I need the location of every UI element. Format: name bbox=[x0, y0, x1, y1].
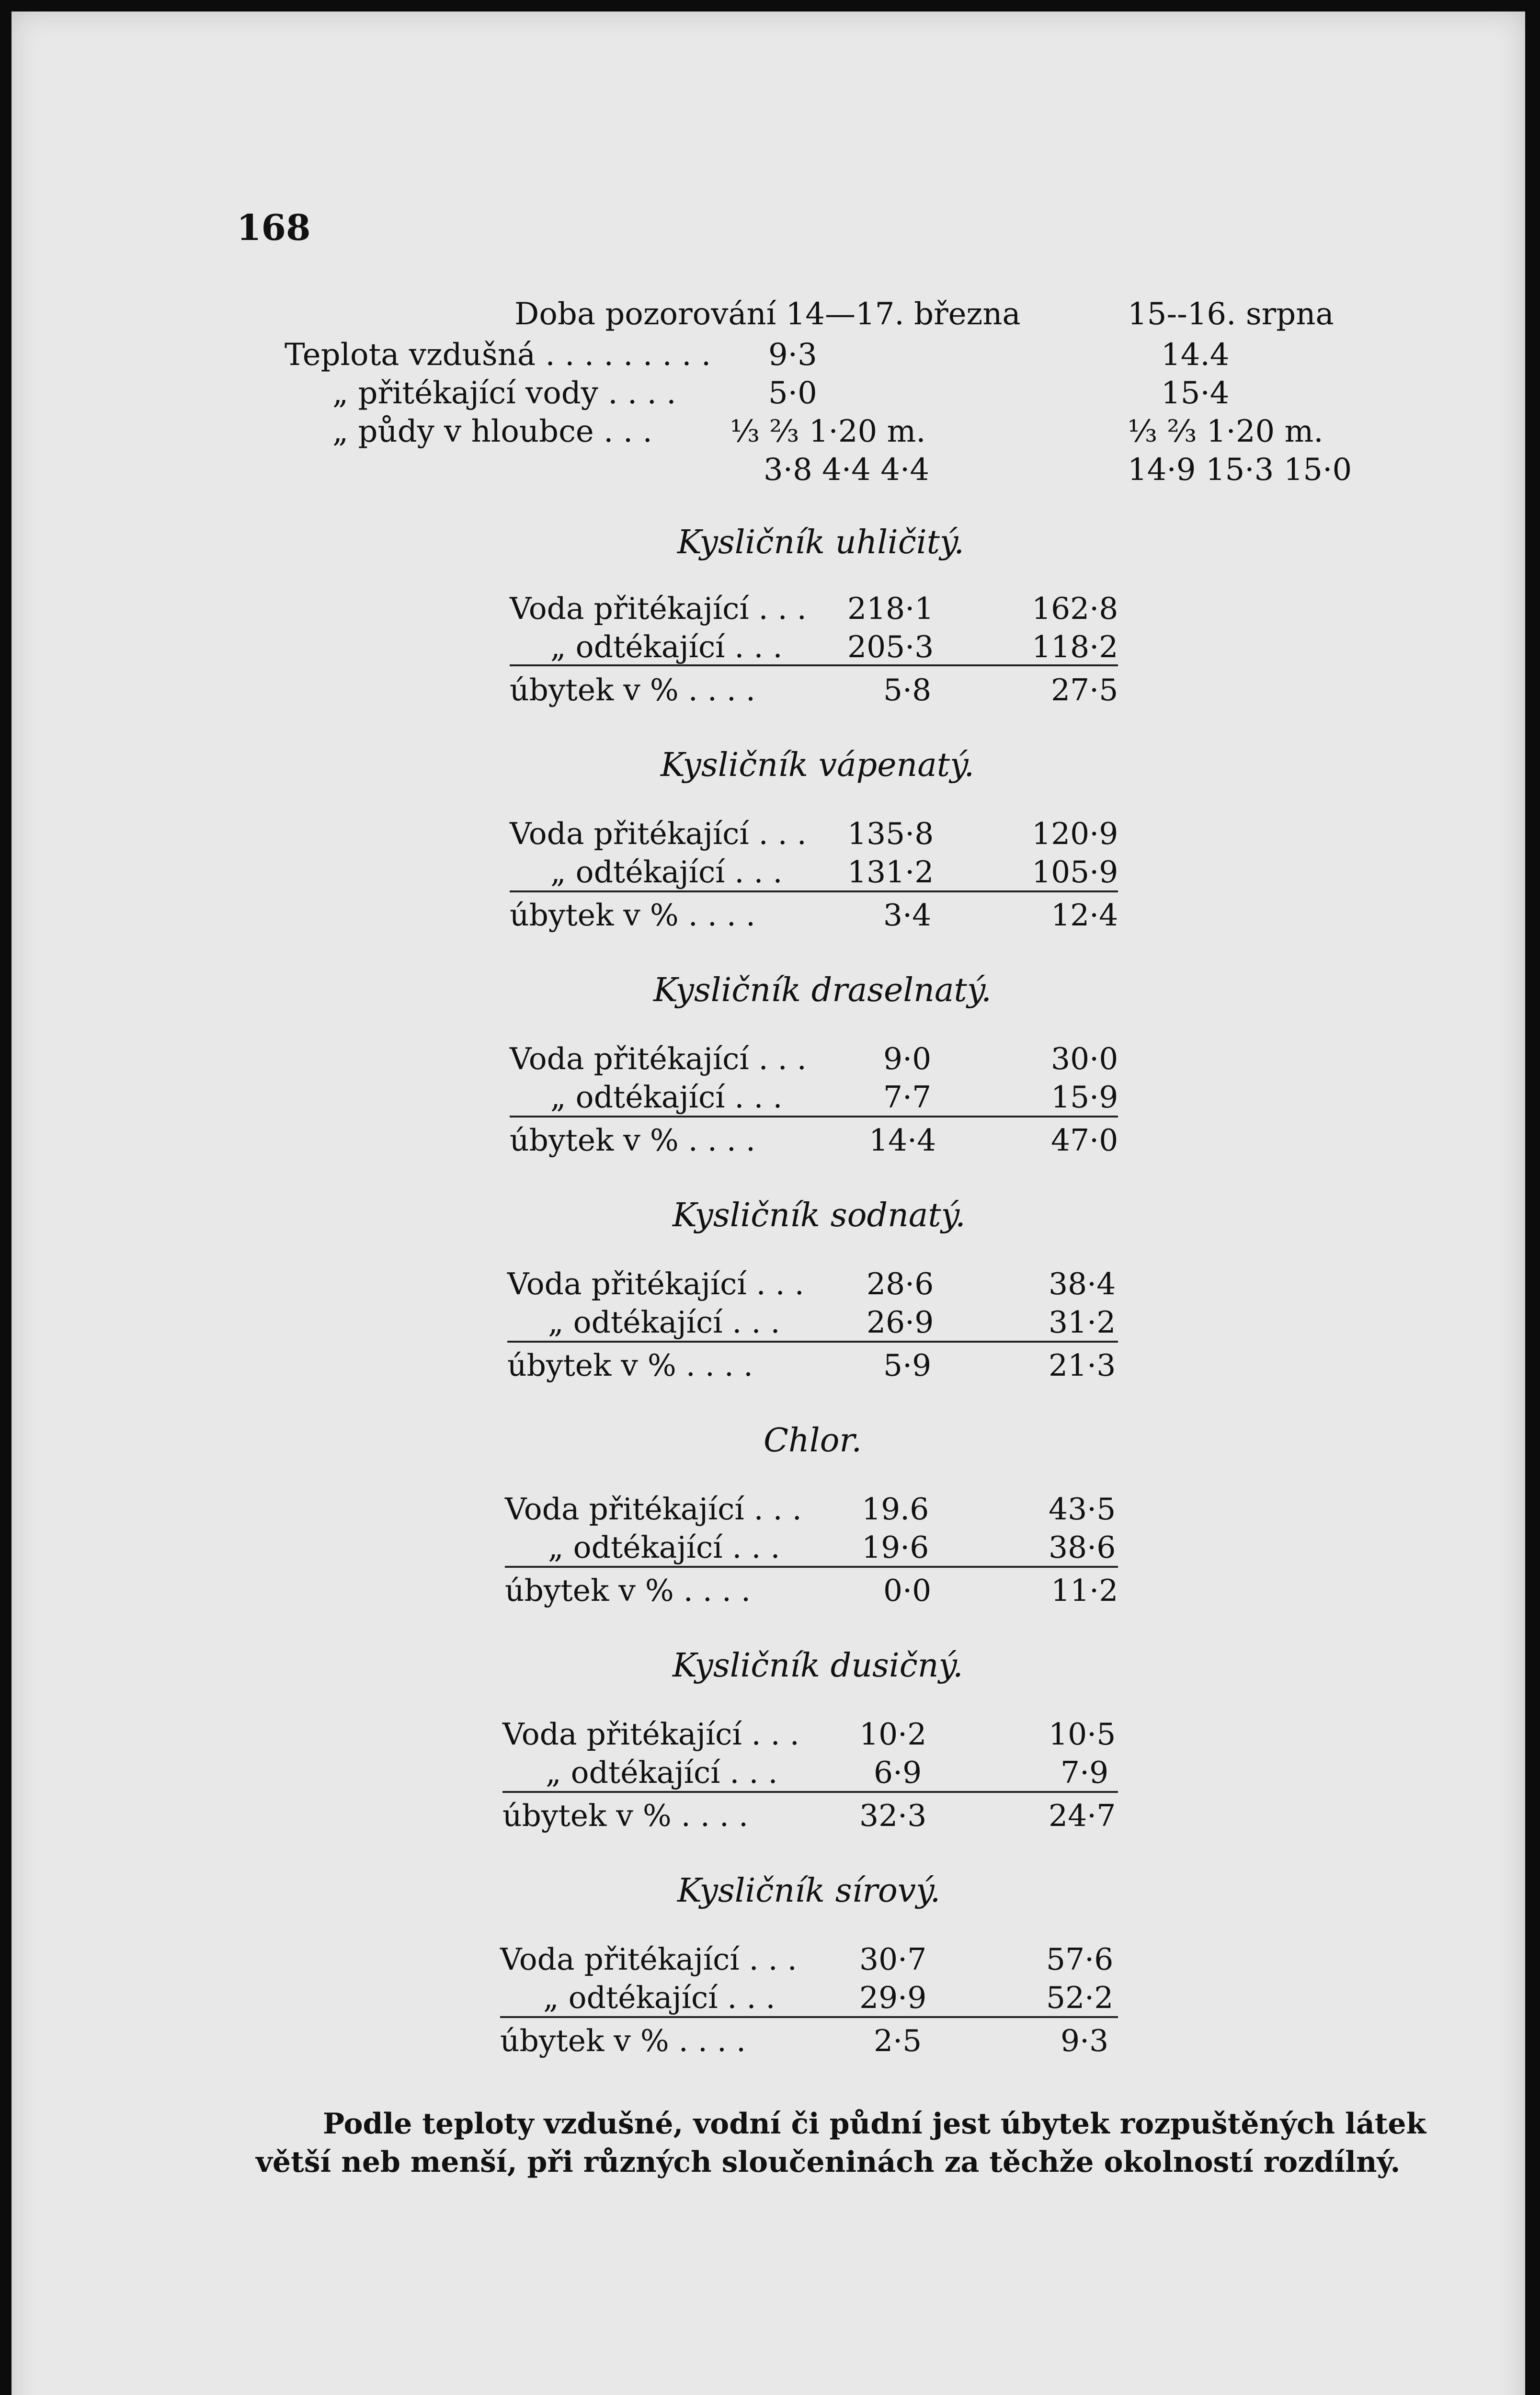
outflow-label: „ odtékající . . . bbox=[550, 1080, 783, 1115]
outflow-value-august: 38·6 bbox=[1049, 1530, 1116, 1565]
inflow-value-august: 43·5 bbox=[1049, 1492, 1116, 1527]
outflow-value-august: 7·9 bbox=[1061, 1755, 1109, 1790]
air-temperature-march: 9·3 bbox=[768, 337, 817, 373]
inflow-value-august: 162·8 bbox=[1032, 591, 1118, 626]
outflow-value-august: 105·9 bbox=[1032, 855, 1118, 890]
decrease-value-march: 0·0 bbox=[883, 1573, 932, 1608]
outflow-value-march: 29·9 bbox=[859, 1980, 927, 2015]
outflow-value-august: 31·2 bbox=[1049, 1305, 1116, 1340]
soil-temp-august: 14·9 15·3 15·0 bbox=[1128, 452, 1352, 488]
inflow-value-march: 135·8 bbox=[847, 816, 934, 851]
page-number: 168 bbox=[237, 207, 311, 249]
inflow-water-temp-label: „ přitékající vody . . . . bbox=[332, 376, 676, 411]
inflow-water-temp-march: 5·0 bbox=[768, 376, 817, 411]
decrease-label: úbytek v % . . . . bbox=[507, 1348, 753, 1383]
outflow-value-march: 6·9 bbox=[874, 1755, 922, 1790]
outflow-label: „ odtékající . . . bbox=[543, 1980, 776, 2015]
decrease-value-august: 27·5 bbox=[1051, 673, 1118, 707]
inflow-label: Voda přitékající . . . bbox=[505, 1492, 802, 1527]
outflow-value-august: 15·9 bbox=[1051, 1080, 1118, 1115]
outflow-value-march: 205·3 bbox=[847, 629, 934, 664]
outflow-value-march: 26·9 bbox=[867, 1305, 934, 1340]
section-title-na2o: Kysličník sodnatý. bbox=[673, 1197, 966, 1234]
section-title-cao: Kysličník vápenatý. bbox=[661, 746, 975, 784]
outflow-label: „ odtékající . . . bbox=[548, 1530, 780, 1565]
decrease-label: úbytek v % . . . . bbox=[500, 2023, 746, 2058]
decrease-value-august: 11·2 bbox=[1051, 1573, 1118, 1608]
outflow-label: „ odtékající . . . bbox=[550, 855, 783, 890]
inflow-value-march: 28·6 bbox=[867, 1266, 934, 1301]
inflow-value-march: 10·2 bbox=[859, 1717, 927, 1752]
paragraph-line-2: větší neb menší, při různých sloučeninách za těchže okolností rozdílný. bbox=[256, 2145, 1401, 2179]
inflow-value-march: 9·0 bbox=[883, 1041, 932, 1076]
sum-rule bbox=[510, 664, 1118, 666]
decrease-label: úbytek v % . . . . bbox=[505, 1573, 751, 1608]
decrease-value-august: 21·3 bbox=[1049, 1348, 1116, 1383]
sum-rule bbox=[507, 1341, 1118, 1343]
decrease-value-march: 14·4 bbox=[869, 1123, 936, 1158]
outflow-value-march: 131·2 bbox=[847, 855, 934, 890]
section-title-so3: Kysličník sírový. bbox=[677, 1872, 941, 1910]
inflow-value-march: 218·1 bbox=[847, 591, 934, 626]
outflow-value-march: 19·6 bbox=[862, 1530, 929, 1565]
inflow-value-august: 38·4 bbox=[1049, 1266, 1116, 1301]
section-title-n2o5: Kysličník dusičný. bbox=[673, 1647, 963, 1685]
inflow-value-august: 10·5 bbox=[1049, 1717, 1116, 1752]
decrease-label: úbytek v % . . . . bbox=[510, 1123, 755, 1158]
inflow-value-march: 30·7 bbox=[859, 1942, 927, 1977]
decrease-value-august: 47·0 bbox=[1051, 1123, 1118, 1158]
decrease-label: úbytek v % . . . . bbox=[510, 898, 755, 933]
sum-rule bbox=[505, 1566, 1118, 1568]
observation-period-august: 15--16. srpna bbox=[1128, 297, 1334, 332]
inflow-label: Voda přitékající . . . bbox=[502, 1717, 799, 1752]
decrease-label: úbytek v % . . . . bbox=[502, 1798, 748, 1833]
inflow-value-march: 19.6 bbox=[862, 1492, 929, 1527]
inflow-value-august: 57·6 bbox=[1046, 1942, 1114, 1977]
soil-depth-august: ⅓ ⅔ 1·20 m. bbox=[1128, 414, 1323, 449]
decrease-label: úbytek v % . . . . bbox=[510, 673, 755, 707]
soil-depth-march: ⅓ ⅔ 1·20 m. bbox=[730, 414, 926, 449]
inflow-label: Voda přitékající . . . bbox=[510, 1041, 807, 1076]
paragraph-line-1: Podle teploty vzdušné, vodní či půdní jest úbytek rozpuštěných látek bbox=[323, 2107, 1426, 2141]
section-title-k2o: Kysličník draselnatý. bbox=[653, 971, 992, 1009]
decrease-value-march: 2·5 bbox=[874, 2023, 922, 2058]
inflow-label: Voda přitékající . . . bbox=[507, 1266, 804, 1301]
decrease-value-august: 12·4 bbox=[1051, 898, 1118, 933]
decrease-value-march: 5·8 bbox=[883, 673, 932, 707]
outflow-value-august: 52·2 bbox=[1046, 1980, 1114, 2015]
document-page bbox=[11, 11, 1525, 2395]
sum-rule bbox=[510, 890, 1118, 892]
section-title-co2: Kysličník uhličitý. bbox=[677, 524, 964, 561]
outflow-value-march: 7·7 bbox=[883, 1080, 932, 1115]
decrease-value-march: 32·3 bbox=[859, 1798, 927, 1833]
decrease-value-august: 24·7 bbox=[1049, 1798, 1116, 1833]
sum-rule bbox=[500, 2016, 1118, 2018]
section-title-chlorine: Chlor. bbox=[764, 1422, 862, 1460]
inflow-value-august: 30·0 bbox=[1051, 1041, 1118, 1076]
soil-temp-march: 3·8 4·4 4·4 bbox=[764, 452, 930, 488]
outflow-label: „ odtékající . . . bbox=[546, 1755, 778, 1790]
inflow-label: Voda přitékající . . . bbox=[510, 591, 807, 626]
outflow-label: „ odtékající . . . bbox=[550, 629, 783, 664]
inflow-label: Voda přitékající . . . bbox=[510, 816, 807, 851]
outflow-value-august: 118·2 bbox=[1032, 629, 1118, 664]
decrease-value-august: 9·3 bbox=[1061, 2023, 1109, 2058]
inflow-value-august: 120·9 bbox=[1032, 816, 1118, 851]
sum-rule bbox=[502, 1791, 1118, 1793]
decrease-value-march: 5·9 bbox=[883, 1348, 932, 1383]
inflow-label: Voda přitékající . . . bbox=[500, 1942, 797, 1977]
observation-period-label: Doba pozorování 14—17. března bbox=[514, 297, 1021, 332]
decrease-value-march: 3·4 bbox=[883, 898, 932, 933]
air-temperature-august: 14.4 bbox=[1161, 337, 1230, 373]
outflow-label: „ odtékající . . . bbox=[548, 1305, 780, 1340]
inflow-water-temp-august: 15·4 bbox=[1161, 376, 1230, 411]
sum-rule bbox=[510, 1116, 1118, 1118]
air-temperature-label: Teplota vzdušná . . . . . . . . . bbox=[285, 337, 711, 373]
soil-depth-label: „ půdy v hloubce . . . bbox=[332, 414, 652, 449]
